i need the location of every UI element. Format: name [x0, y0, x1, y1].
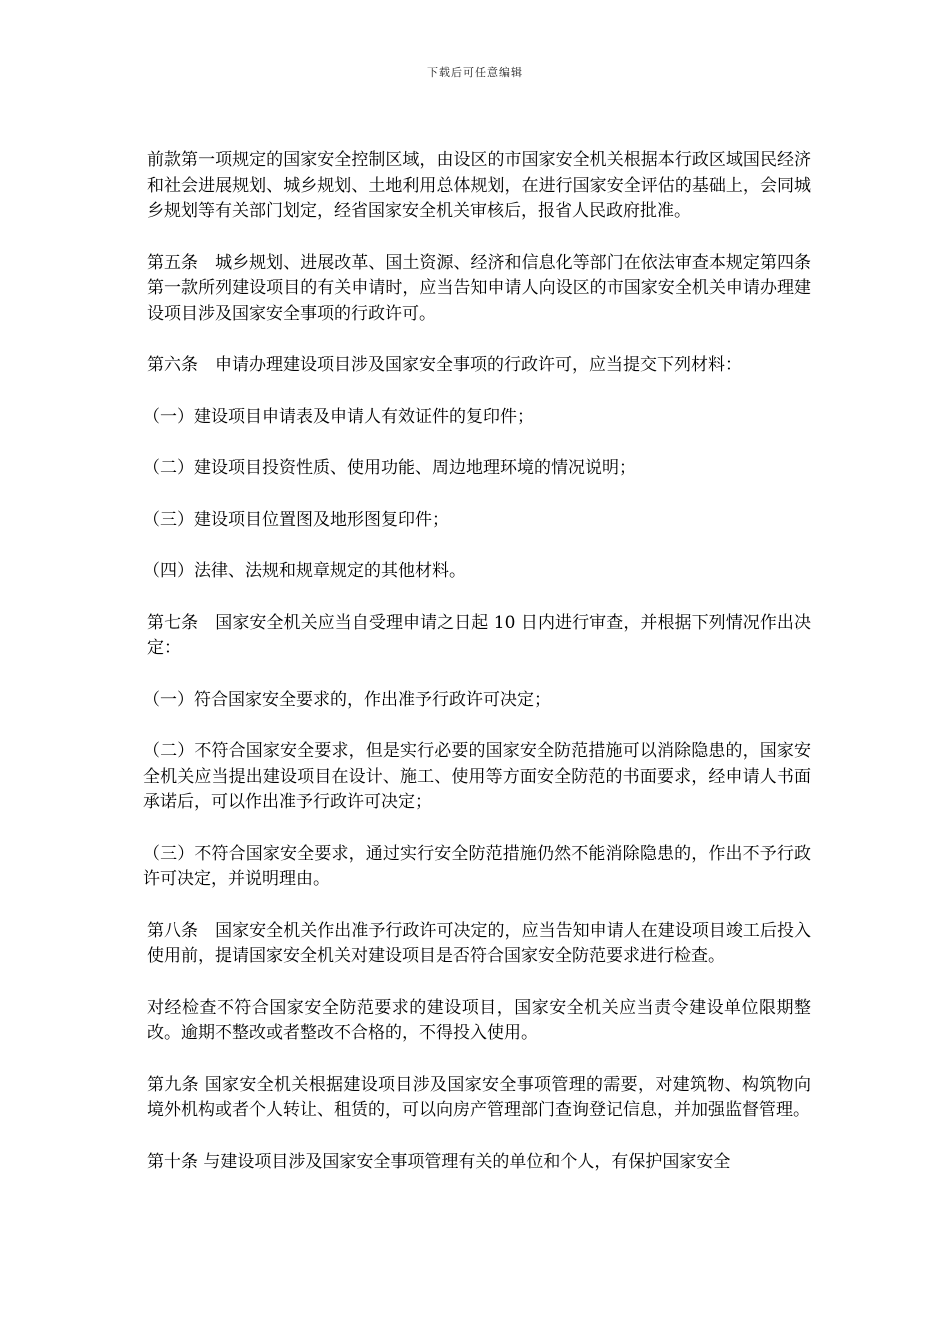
paragraph-article-7: 第七条 国家安全机关应当自受理申请之日起 10 日内进行审查，并根据下列情况作出决定：	[147, 612, 811, 658]
paragraph-article-8: 第八条 国家安全机关作出准予行政许可决定的，应当告知申请人在建设项目竣工后投入使用前，提请国家安全机关对建设项目是否符合国家安全防范要求进行检查。	[147, 920, 811, 966]
list-item: （一）建设项目申请表及申请人有效证件的复印件；	[143, 406, 534, 427]
paragraph-control-zone: 前款第一项规定的国家安全控制区域，由设区的市国家安全机关根据本行政区域国民经济和社会进展规划、城乡规划、土地利用总体规划，在进行国家安全评估的基础上，会同城乡规划等有关部门划定，经省国家安全机关审核后，报省人民政府批准。	[147, 150, 811, 221]
list-item: （四）法律、法规和规章规定的其他材料。	[143, 561, 466, 581]
document-body	[143, 148, 811, 1201]
paragraph-article-9: 第九条 国家安全机关根据建设项目涉及国家安全事项管理的需要，对建筑物、构筑物向境外机构或者个人转让、租赁的，可以向房产管理部门查询登记信息，并加强监督管理。	[147, 1074, 811, 1120]
list-item: （二）不符合国家安全要求，但是实行必要的国家安全防范措施可以消除隐患的，国家安全机关应当提出建设项目在设计、施工、使用等方面安全防范的书面要求，经申请人书面承诺后，可以作出准予行政许可决定；	[143, 741, 811, 812]
paragraph-article-6: 第六条 申请办理建设项目涉及国家安全事项的行政许可，应当提交下列材料：	[147, 355, 742, 375]
paragraph-rectification: 对经检查不符合国家安全防范要求的建设项目，国家安全机关应当责令建设单位限期整改。逾期不整改或者整改不合格的，不得投入使用。	[147, 997, 811, 1043]
paragraph-article-10: 第十条 与建设项目涉及国家安全事项管理有关的单位和个人，有保护国家安全	[147, 1151, 731, 1172]
page-header: 下载后可任意编辑	[427, 66, 523, 79]
list-item: （三）建设项目位置图及地形图复印件；	[143, 509, 449, 530]
list-item: （二）建设项目投资性质、使用功能、周边地理环境的情况说明；	[143, 458, 636, 478]
paragraph-article-5: 第五条 城乡规划、进展改革、国土资源、经济和信息化等部门在依法审查本规定第四条第一款所列建设项目的有关申请时，应当告知申请人向设区的市国家安全机关申请办理建设项目涉及国家安全事项的行政许可。	[147, 252, 811, 324]
list-item: （一）符合国家安全要求的，作出准予行政许可决定；	[143, 689, 551, 710]
list-item: （三）不符合国家安全要求，通过实行安全防范措施仍然不能消除隐患的，作出不予行政许可决定，并说明理由。	[143, 843, 811, 889]
